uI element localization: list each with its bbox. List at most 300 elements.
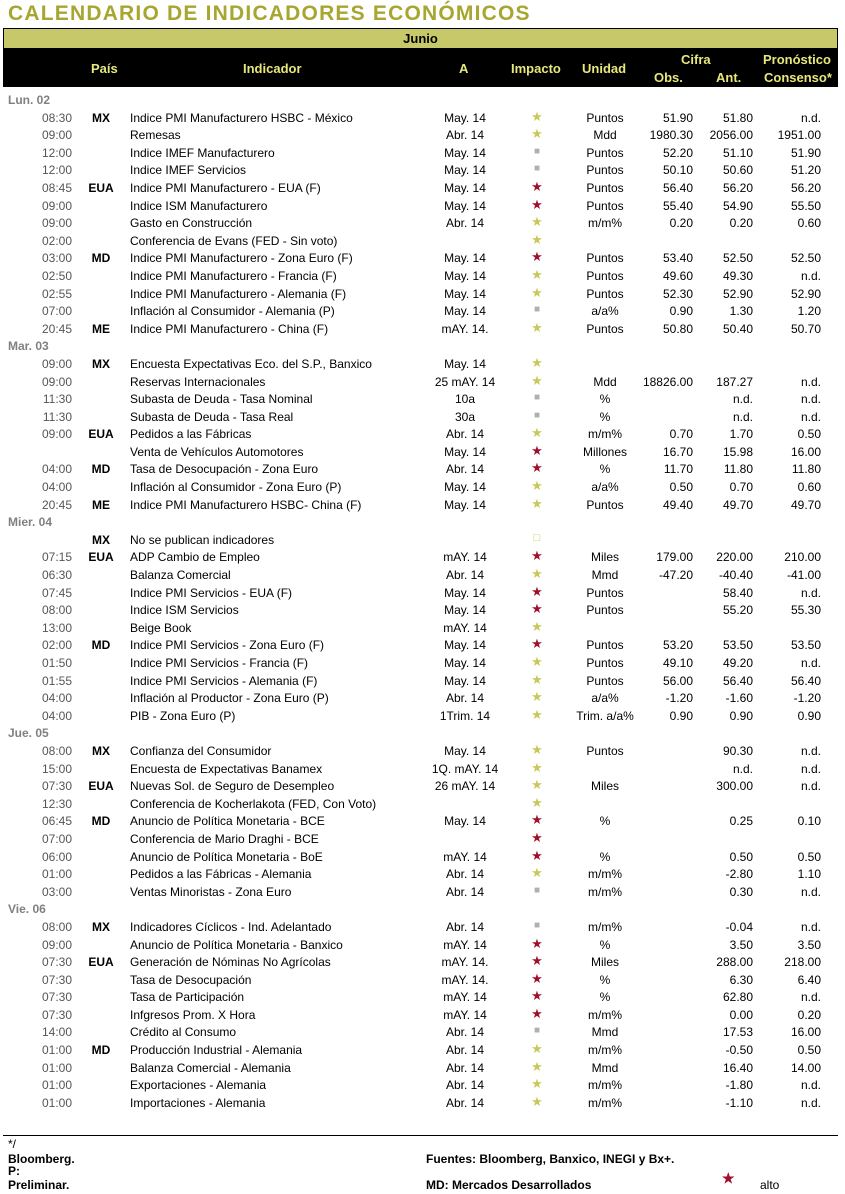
table-row <box>0 478 845 496</box>
period-cell: May. 14 <box>444 444 486 459</box>
previous-cell: n.d. <box>732 761 753 776</box>
time-cell: 01:00 <box>41 1060 72 1075</box>
consensus-cell: 52.90 <box>790 286 821 301</box>
previous-cell: 52.90 <box>722 286 753 301</box>
table-row <box>0 1094 845 1112</box>
impact-star-icon: ★ <box>531 706 543 722</box>
previous-cell: 0.70 <box>729 480 753 495</box>
country-cell: MD <box>91 251 111 266</box>
consensus-cell: 0.60 <box>797 216 821 231</box>
period-cell: 1Q. mAY. 14 <box>431 761 499 776</box>
time-cell: 07:30 <box>41 955 72 970</box>
legend-high-label: alto <box>760 1178 780 1192</box>
unit-cell: % <box>599 392 611 407</box>
previous-cell: -0.50 <box>725 1043 753 1058</box>
consensus-cell: 14.00 <box>790 1060 821 1075</box>
header-impacto: Impacto <box>511 61 561 76</box>
country-cell: ME <box>92 321 110 336</box>
period-cell: mAY. 14 <box>443 937 487 952</box>
country-cell: MX <box>92 356 110 371</box>
consensus-cell: n.d. <box>800 268 821 283</box>
legend-high-star-icon: ★ <box>722 1170 735 1186</box>
footer-note-mark: */ <box>8 1137 17 1151</box>
consensus-cell: -1.20 <box>793 691 821 706</box>
observed-cell: 53.20 <box>662 638 693 653</box>
table-row <box>0 408 845 426</box>
indicator-cell: Inflación al Consumidor - Zona Euro (P) <box>130 480 342 495</box>
period-cell: 26 mAY. 14 <box>434 779 496 794</box>
previous-cell: 220.00 <box>716 550 753 565</box>
indicator-cell: Subasta de Deuda - Tasa Nominal <box>130 392 313 407</box>
consensus-cell: n.d. <box>800 1078 821 1093</box>
unit-cell: Miles <box>590 779 619 794</box>
time-cell: 04:00 <box>41 462 72 477</box>
previous-cell: 17.53 <box>722 1025 753 1040</box>
consensus-cell: 0.10 <box>797 814 821 829</box>
consensus-cell: n.d. <box>800 110 821 125</box>
period-cell: May. 14 <box>444 180 486 195</box>
table-row <box>0 760 845 778</box>
time-cell: 08:45 <box>41 180 72 195</box>
time-cell: 07:00 <box>41 831 72 846</box>
impact-square-icon: ■ <box>533 392 541 404</box>
consensus-cell: 1.20 <box>797 304 821 319</box>
indicator-cell: Indice PMI Servicios - Zona Euro (F) <box>130 638 325 653</box>
impact-star-icon: ★ <box>531 935 543 951</box>
impact-star-icon: ★ <box>531 442 543 458</box>
unit-cell: Miles <box>590 955 619 970</box>
consensus-cell: 0.50 <box>797 1043 821 1058</box>
table-row <box>0 496 845 514</box>
consensus-cell: n.d. <box>800 761 821 776</box>
previous-cell: 62.80 <box>722 990 753 1005</box>
consensus-cell: -41.00 <box>786 568 821 583</box>
day-label: Lun. 02 <box>8 93 51 107</box>
table-row <box>0 267 845 285</box>
table-row <box>0 953 845 971</box>
previous-cell: -40.40 <box>718 568 753 583</box>
observed-cell: 18826.00 <box>642 374 693 389</box>
indicator-cell: Remesas <box>130 128 181 143</box>
unit-cell: Trim. a/a% <box>576 708 634 723</box>
impact-square-icon: ■ <box>533 145 541 157</box>
unit-cell: a/a% <box>591 304 619 319</box>
consensus-cell: n.d. <box>800 743 821 758</box>
previous-cell: 16.40 <box>722 1060 753 1075</box>
consensus-cell: 11.80 <box>791 462 821 477</box>
unit-cell: Puntos <box>586 198 624 213</box>
table-row <box>0 197 845 215</box>
indicator-cell: Indice PMI Servicios - EUA (F) <box>130 585 293 600</box>
table-row <box>0 742 845 760</box>
time-cell: 08:00 <box>41 919 72 934</box>
time-cell: 07:30 <box>41 990 72 1005</box>
table-row <box>0 971 845 989</box>
impact-star-icon: ★ <box>531 689 543 705</box>
time-cell: 20:45 <box>41 321 72 336</box>
period-cell: Abr. 14 <box>445 919 485 934</box>
period-cell: May. 14 <box>444 304 486 319</box>
time-cell: 02:00 <box>41 638 72 653</box>
header-cifra: Cifra <box>681 52 711 67</box>
unit-cell: a/a% <box>591 480 619 495</box>
observed-cell: 56.00 <box>662 673 693 688</box>
impact-star-icon: ★ <box>531 231 543 247</box>
header-indicador: Indicador <box>243 61 302 76</box>
time-cell: 09:00 <box>41 427 72 442</box>
table-row <box>0 1059 845 1077</box>
indicator-cell: Gasto en Construcción <box>130 216 253 231</box>
table-row <box>0 1006 845 1024</box>
table-row <box>0 672 845 690</box>
consensus-cell: 0.50 <box>797 849 821 864</box>
unit-cell: Puntos <box>586 585 624 600</box>
period-cell: Abr. 14 <box>445 128 485 143</box>
indicator-cell: No se publican indicadores <box>130 532 275 547</box>
unit-cell: Millones <box>582 444 627 459</box>
period-cell: Abr. 14 <box>445 462 485 477</box>
time-cell: 08:30 <box>41 110 72 125</box>
period-cell: mAY. 14. <box>441 972 489 987</box>
period-cell: Abr. 14 <box>445 691 485 706</box>
time-cell: 12:30 <box>41 796 72 811</box>
impact-star-icon: □ <box>533 531 541 544</box>
indicator-cell: Anuncio de Política Monetaria - Banxico <box>130 937 343 952</box>
indicator-cell: Exportaciones - Alemania <box>130 1078 267 1093</box>
consensus-cell: 56.40 <box>790 673 821 688</box>
indicator-cell: Indice PMI Manufacturero - China (F) <box>130 321 329 336</box>
period-cell: Abr. 14 <box>445 1078 485 1093</box>
header-pais: País <box>91 61 118 76</box>
consensus-cell: 51.90 <box>790 145 821 160</box>
time-cell: 11:30 <box>42 392 72 407</box>
country-cell: MD <box>91 1043 111 1058</box>
unit-cell: Puntos <box>586 638 624 653</box>
impact-square-icon: ■ <box>533 409 541 421</box>
previous-cell: 0.30 <box>729 884 753 899</box>
indicator-cell: Tasa de Participación <box>130 990 245 1005</box>
impact-star-icon: ★ <box>531 654 543 669</box>
observed-cell: 49.60 <box>662 268 693 283</box>
consensus-cell: 210.00 <box>784 550 821 565</box>
time-cell: 03:00 <box>41 251 72 266</box>
period-cell: May. 14 <box>444 163 486 178</box>
observed-cell: 1980.30 <box>649 128 693 143</box>
table-row <box>0 601 845 619</box>
previous-cell: n.d. <box>732 409 753 424</box>
indicator-cell: Inflación al Productor - Zona Euro (P) <box>130 691 329 706</box>
period-cell: May. 14 <box>444 585 486 600</box>
table-row <box>0 109 845 127</box>
time-cell: 09:00 <box>41 198 72 213</box>
impact-star-icon: ★ <box>531 794 543 810</box>
impact-star-icon: ★ <box>531 249 543 265</box>
consensus-cell: 1951.00 <box>777 128 821 143</box>
period-cell: mAY. 14 <box>443 620 487 635</box>
previous-cell: -1.80 <box>725 1078 753 1093</box>
previous-cell: -1.60 <box>725 691 753 706</box>
table-row <box>0 619 845 637</box>
consensus-cell: n.d. <box>800 919 821 934</box>
observed-cell: 11.70 <box>663 462 693 477</box>
previous-cell: -0.04 <box>725 919 753 934</box>
unit-cell: m/m% <box>588 427 622 442</box>
impact-star-icon: ★ <box>531 865 543 881</box>
impact-star-icon: ★ <box>531 829 543 845</box>
time-cell: 09:00 <box>41 374 72 389</box>
previous-cell: 1.30 <box>729 304 753 319</box>
table-row <box>0 443 845 461</box>
consensus-cell: 16.00 <box>790 444 821 459</box>
observed-cell: 0.70 <box>669 427 693 442</box>
consensus-cell: 0.50 <box>797 427 821 442</box>
observed-cell: -1.20 <box>665 691 693 706</box>
impact-star-icon: ★ <box>531 759 543 775</box>
impact-star-icon: ★ <box>531 548 543 564</box>
footer-divider <box>3 1135 838 1136</box>
consensus-cell: n.d. <box>800 884 821 899</box>
table-row <box>0 584 845 602</box>
period-cell: mAY. 14 <box>443 849 487 864</box>
previous-cell: 49.70 <box>722 497 753 512</box>
impact-star-icon: ★ <box>531 953 543 969</box>
period-cell: Abr. 14 <box>445 427 485 442</box>
time-cell: 08:00 <box>41 603 72 618</box>
consensus-cell: 55.30 <box>790 603 821 618</box>
unit-cell: Puntos <box>586 268 624 283</box>
table-row <box>0 548 845 566</box>
period-cell: Abr. 14 <box>445 568 485 583</box>
table-row <box>0 144 845 162</box>
consensus-cell: 1.10 <box>797 867 821 882</box>
impact-star-icon: ★ <box>531 566 543 582</box>
time-cell: 01:00 <box>41 1078 72 1093</box>
day-label: Mar. 03 <box>8 339 49 354</box>
unit-cell: Puntos <box>586 145 624 160</box>
table-row <box>0 566 845 584</box>
table-row <box>0 865 845 883</box>
unit-cell: m/m% <box>588 1078 622 1093</box>
time-cell: 07:30 <box>41 779 72 794</box>
previous-cell: 288.00 <box>716 955 753 970</box>
table-row <box>0 179 845 197</box>
indicator-cell: Indice PMI Servicios - Alemania (F) <box>130 673 318 688</box>
previous-cell: 0.20 <box>729 216 753 231</box>
footer-p-mark: P: <box>8 1164 20 1178</box>
impact-star-icon: ★ <box>531 583 543 599</box>
indicator-cell: Infgresos Prom. X Hora <box>130 1007 256 1022</box>
indicator-cell: Beige Book <box>130 620 192 635</box>
consensus-cell: 56.20 <box>790 180 821 195</box>
consensus-cell: n.d. <box>800 990 821 1005</box>
header-a: A <box>459 61 469 76</box>
day-header <box>0 337 845 355</box>
country-cell: MD <box>91 638 111 653</box>
previous-cell: 54.90 <box>722 198 753 213</box>
time-cell: 07:30 <box>41 1007 72 1022</box>
observed-cell: 50.10 <box>662 163 693 178</box>
period-cell: May. 14 <box>444 743 486 758</box>
table-row <box>0 390 845 408</box>
time-cell: 20:45 <box>41 497 72 512</box>
period-cell: mAY. 14. <box>441 955 489 970</box>
period-cell: Abr. 14 <box>445 1095 485 1110</box>
country-cell: MD <box>91 814 111 829</box>
country-cell: EUA <box>88 180 114 195</box>
previous-cell: 58.40 <box>722 585 753 600</box>
impact-star-icon: ★ <box>531 372 543 388</box>
footer-md: MD: Mercados Desarrollados <box>426 1178 592 1192</box>
impact-square-icon: ■ <box>533 304 541 316</box>
indicator-cell: Indice PMI Manufacturero - EUA (F) <box>130 180 321 195</box>
previous-cell: 187.27 <box>716 374 753 389</box>
indicator-cell: Ventas Minoristas - Zona Euro <box>130 884 292 899</box>
header-obs: Obs. <box>654 70 683 85</box>
unit-cell: Mmd <box>591 568 619 583</box>
period-cell: May. 14 <box>444 673 486 688</box>
table-row <box>0 126 845 144</box>
table-row <box>0 918 845 936</box>
consensus-cell: n.d. <box>800 779 821 794</box>
indicator-cell: Conferencia de Evans (FED - Sin voto) <box>130 233 338 248</box>
indicator-cell: Indice PMI Servicios - Francia (F) <box>130 656 309 670</box>
indicator-cell: Indice ISM Manufacturero <box>130 198 268 213</box>
table-row <box>0 795 845 813</box>
time-cell: 01:00 <box>41 1095 72 1110</box>
impact-star-icon: ★ <box>531 970 543 986</box>
unit-cell: a/a% <box>591 691 619 706</box>
impact-star-icon: ★ <box>531 460 543 476</box>
day-header <box>0 724 845 742</box>
period-cell: May. 14 <box>444 268 486 283</box>
indicator-cell: Indicadores Cíclicos - Ind. Adelantado <box>130 919 332 934</box>
time-cell: 04:00 <box>41 691 72 706</box>
indicator-cell: Tasa de Desocupación - Zona Euro <box>130 462 319 477</box>
table-row <box>0 531 845 549</box>
consensus-cell: 55.50 <box>790 198 821 213</box>
time-cell: 02:50 <box>41 268 72 283</box>
unit-cell: m/m% <box>588 216 622 231</box>
indicator-cell: Indice PMI Manufacturero - Alemania (F) <box>130 286 347 301</box>
unit-cell: % <box>599 462 611 477</box>
table-row <box>0 830 845 848</box>
impact-star-icon: ★ <box>531 478 543 494</box>
previous-cell: n.d. <box>732 392 753 407</box>
previous-cell: 50.60 <box>722 163 753 178</box>
table-row <box>0 1041 845 1059</box>
impact-star-icon: ★ <box>531 495 543 511</box>
indicator-cell: Indice ISM Servicios <box>130 603 239 618</box>
previous-cell: 52.50 <box>722 251 753 266</box>
impact-square-icon: ■ <box>533 1025 541 1037</box>
time-cell: 09:00 <box>41 216 72 231</box>
time-cell: 02:00 <box>41 233 72 248</box>
previous-cell: 56.40 <box>722 673 753 688</box>
time-cell: 01:55 <box>41 673 72 688</box>
day-label: Vie. 06 <box>8 902 46 917</box>
previous-cell: 0.25 <box>729 814 753 829</box>
indicator-cell: Indice PMI Manufacturero - Francia (F) <box>130 268 337 283</box>
time-cell: 03:00 <box>41 884 72 899</box>
period-cell: May. 14 <box>444 814 486 829</box>
indicator-cell: Pedidos a las Fábricas - Alemania <box>130 867 312 882</box>
table-row <box>0 936 845 954</box>
previous-cell: 6.30 <box>729 972 753 987</box>
footer-fuentes: Fuentes: Bloomberg, Banxico, INEGI y Bx+. <box>426 1152 675 1166</box>
consensus-cell: 16.00 <box>790 1025 821 1040</box>
time-cell: 01:00 <box>41 1043 72 1058</box>
consensus-cell: n.d. <box>800 374 821 389</box>
table-row <box>0 320 845 338</box>
time-cell: 06:45 <box>41 814 72 829</box>
table-row <box>0 812 845 830</box>
impact-star-icon: ★ <box>531 319 543 335</box>
period-cell: May. 14 <box>444 145 486 160</box>
unit-cell: Mdd <box>593 128 617 143</box>
impact-square-icon: ■ <box>533 919 541 931</box>
impact-star-icon: ★ <box>531 354 543 370</box>
indicator-cell: Tasa de Desocupación <box>130 972 252 987</box>
time-cell: 01:50 <box>41 656 72 670</box>
time-cell: 12:00 <box>41 145 72 160</box>
time-cell: 06:30 <box>41 568 72 583</box>
table-row <box>0 1076 845 1094</box>
unit-cell: Puntos <box>586 497 624 512</box>
observed-cell: 16.70 <box>662 444 693 459</box>
unit-cell: m/m% <box>588 867 622 882</box>
time-cell: 08:00 <box>41 743 72 758</box>
indicator-cell: Indice IMEF Servicios <box>130 163 247 178</box>
time-cell: 15:00 <box>41 761 72 776</box>
observed-cell: 51.90 <box>662 110 693 125</box>
indicator-cell: Reservas Internacionales <box>130 374 266 389</box>
unit-cell: Mdd <box>593 374 617 389</box>
header-pronostico: Pronóstico <box>763 52 831 67</box>
consensus-cell: 51.20 <box>790 163 821 178</box>
impact-star-icon: ★ <box>531 671 543 687</box>
time-cell: 04:00 <box>41 480 72 495</box>
unit-cell: Puntos <box>586 673 624 688</box>
impact-star-icon: ★ <box>531 425 543 441</box>
previous-cell: 3.50 <box>729 937 753 952</box>
period-cell: Abr. 14 <box>445 1060 485 1075</box>
unit-cell: Puntos <box>586 656 624 670</box>
previous-cell: 53.50 <box>722 638 753 653</box>
period-cell: 1Trim. 14 <box>439 708 491 723</box>
period-cell: May. 14 <box>444 480 486 495</box>
country-cell: MD <box>91 462 111 477</box>
observed-cell: 49.10 <box>662 656 693 670</box>
impact-star-icon: ★ <box>531 196 543 212</box>
indicator-cell: Balanza Comercial <box>130 568 231 583</box>
time-cell: 02:55 <box>41 286 72 301</box>
indicator-cell: Nuevas Sol. de Seguro de Desempleo <box>130 779 335 794</box>
unit-cell: % <box>599 990 611 1005</box>
country-cell: MX <box>92 919 110 934</box>
indicator-cell: Balanza Comercial - Alemania <box>130 1060 291 1075</box>
time-cell: 09:00 <box>41 128 72 143</box>
observed-cell: -47.20 <box>658 568 693 583</box>
table-row <box>0 285 845 303</box>
indicator-cell: Confianza del Consumidor <box>130 743 272 758</box>
period-cell: Abr. 14 <box>445 884 485 899</box>
time-cell: 14:00 <box>41 1025 72 1040</box>
observed-cell: 50.80 <box>662 321 693 336</box>
day-label: Mier. 04 <box>8 515 53 530</box>
previous-cell: 56.20 <box>722 180 753 195</box>
day-header <box>0 900 845 918</box>
unit-cell: % <box>599 814 611 829</box>
